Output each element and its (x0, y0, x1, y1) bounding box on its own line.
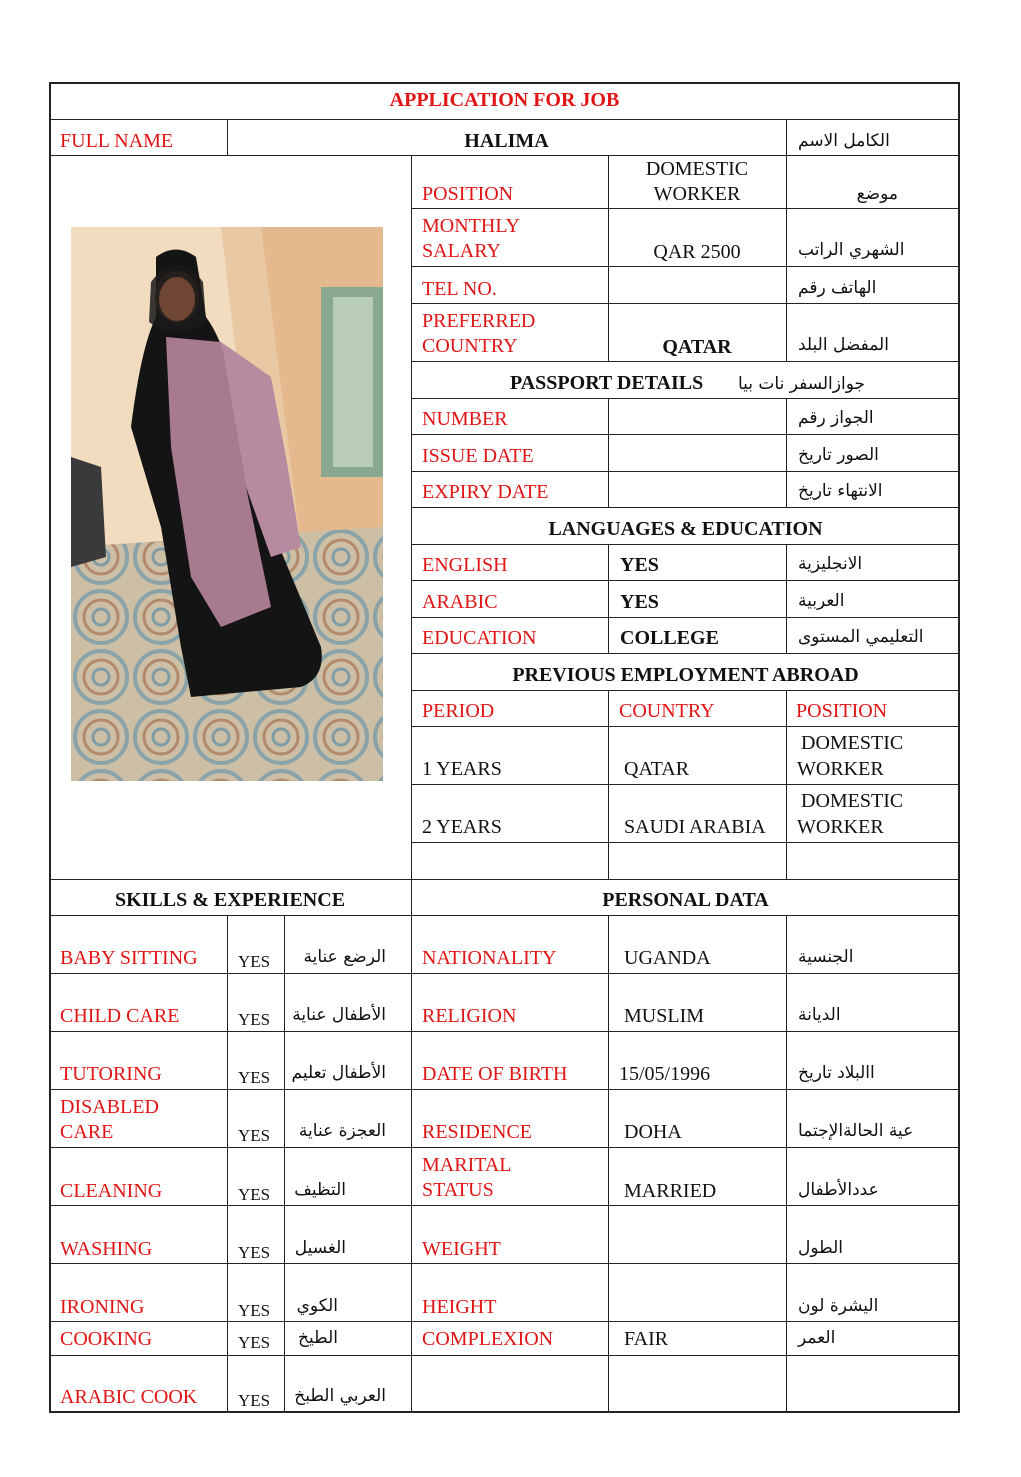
skill-arabic: الغسيل (294, 1238, 346, 1258)
employment-row-period: 1 YEARS (422, 758, 502, 780)
personal-label: RESIDENCE (422, 1121, 532, 1143)
personal-label: NATIONALITY (422, 947, 557, 969)
personal-label-line1: MARITAL (422, 1154, 512, 1176)
row-divider (49, 155, 960, 156)
passport-heading: PASSPORT DETAILS (510, 372, 704, 394)
full-name-label: FULL NAME (60, 130, 174, 152)
employment-row-position-line2: WORKER (797, 758, 884, 780)
skill-label: CLEANING (60, 1180, 163, 1202)
education-label: EDUCATION (422, 627, 537, 649)
skill-arabic: الكوي (296, 1296, 338, 1316)
salary-label-line2: SALARY (422, 240, 501, 262)
employment-row-country: QATAR (624, 758, 690, 780)
row-divider (411, 690, 960, 691)
employment-header-position: POSITION (796, 700, 888, 722)
arabic-value: YES (620, 591, 659, 613)
skill-label: BABY SITTING (60, 947, 198, 969)
skill-value: YES (238, 1301, 271, 1320)
personal-value: UGANDA (624, 947, 711, 969)
passport-heading-arabic: جوازالسفر نات بيا (737, 374, 865, 394)
row-divider (411, 471, 960, 472)
row-divider (411, 303, 960, 304)
salary-arabic: الشهري الراتب (798, 240, 905, 260)
row-divider (49, 1321, 960, 1322)
skill-arabic: الأطفال عناية (292, 1005, 386, 1025)
skill-label: CHILD CARE (60, 1005, 180, 1027)
arabic-arabic: العربية (798, 591, 845, 611)
row-divider (49, 1089, 960, 1090)
row-divider (49, 879, 960, 880)
skill-value: YES (238, 1010, 271, 1029)
personal-label: WEIGHT (422, 1238, 501, 1260)
column-divider (608, 544, 609, 653)
skill-value: YES (238, 1068, 271, 1087)
personal-label: COMPLEXION (422, 1328, 554, 1350)
issue-date-arabic: الصور تاريخ (798, 445, 879, 465)
position-value-line1: DOMESTIC (645, 158, 749, 180)
row-divider (411, 842, 960, 843)
employment-row-position-line1: DOMESTIC (801, 732, 904, 754)
personal-arabic: الديانة (798, 1005, 841, 1025)
personal-arabic: الجنسية (798, 947, 854, 967)
skill-arabic: الطيخ (298, 1328, 338, 1348)
employment-header-country: COUNTRY (619, 700, 715, 722)
skills-heading: SKILLS & EXPERIENCE (114, 889, 346, 911)
education-arabic: التعليمي المستوى (798, 627, 924, 647)
applicant-photo (71, 227, 383, 781)
skill-value: YES (238, 1185, 271, 1204)
personal-label-line2: STATUS (422, 1179, 494, 1201)
skill-arabic: التظيف (294, 1180, 346, 1200)
column-divider (786, 398, 787, 507)
column-divider (786, 119, 787, 155)
skill-label: WASHING (60, 1238, 153, 1260)
row-divider (411, 653, 960, 654)
position-label: POSITION (422, 183, 514, 205)
education-value: COLLEGE (620, 627, 719, 649)
skill-label: ARABIC COOK (60, 1386, 198, 1408)
personal-value: MARRIED (624, 1180, 717, 1202)
column-divider (786, 690, 787, 879)
full-name-arabic: الكامل الاسم (798, 131, 890, 151)
employment-row-country: SAUDI ARABIA (624, 816, 766, 838)
issue-date-label: ISSUE DATE (422, 445, 534, 467)
row-divider (411, 434, 960, 435)
tel-label: TEL NO. (422, 278, 497, 300)
row-divider (411, 544, 960, 545)
employment-row-period: 2 YEARS (422, 816, 502, 838)
tel-arabic: الهاتف رقم (798, 278, 877, 298)
personal-value: 15/05/1996 (619, 1063, 711, 1085)
row-divider (411, 726, 960, 727)
personal-arabic: اليشرة لون (798, 1296, 879, 1316)
row-divider (49, 1355, 960, 1356)
employment-heading: PREVIOUS EMPLOYMENT ABROAD (512, 664, 859, 686)
skill-label-line2: CARE (60, 1121, 114, 1143)
personal-value: FAIR (624, 1328, 669, 1350)
english-arabic: الانجليزية (798, 554, 863, 574)
column-divider (608, 690, 609, 879)
expiry-date-label: EXPIRY DATE (422, 481, 549, 503)
salary-value: QAR 2500 (653, 241, 741, 263)
arabic-label: ARABIC (422, 591, 498, 613)
employment-row-position-line2: WORKER (797, 816, 884, 838)
row-divider (49, 1147, 960, 1148)
personal-arabic: العمر (798, 1328, 836, 1348)
languages-heading: LANGUAGES & EDUCATION (548, 518, 823, 540)
skill-label: IRONING (60, 1296, 145, 1318)
personal-arabic: الطول (798, 1238, 843, 1258)
english-value: YES (620, 554, 659, 576)
column-divider (227, 915, 228, 1413)
skill-arabic: العربي الطبخ (294, 1386, 386, 1406)
personal-label: DATE OF BIRTH (422, 1063, 568, 1085)
personal-label: HEIGHT (422, 1296, 497, 1318)
skill-value: YES (238, 1333, 271, 1352)
skill-value: YES (238, 1126, 271, 1145)
personal-value: MUSLIM (624, 1005, 705, 1027)
position-arabic: موضع (856, 184, 898, 204)
row-divider (49, 119, 960, 120)
row-divider (49, 915, 960, 916)
employment-header-period: PERIOD (422, 700, 495, 722)
passport-number-arabic: الجواز رقم (798, 408, 874, 428)
row-divider (411, 507, 960, 508)
row-divider (49, 973, 960, 974)
row-divider (49, 1031, 960, 1032)
preferred-country-label-line2: COUNTRY (422, 335, 518, 357)
form-title: APPLICATION FOR JOB (389, 89, 620, 111)
skill-label: COOKING (60, 1328, 153, 1350)
personal-arabic: االبلاد تاريخ (798, 1063, 875, 1083)
skill-value: YES (238, 1391, 271, 1410)
preferred-country-value: QATAR (662, 336, 732, 358)
skill-arabic: الرضع عناية (303, 947, 386, 967)
column-divider (786, 544, 787, 653)
personal-arabic: عددالأطفال (798, 1180, 879, 1200)
position-value-line2: WORKER (653, 183, 741, 205)
personal-value: DOHA (624, 1121, 682, 1143)
english-label: ENGLISH (422, 554, 508, 576)
personal-heading: PERSONAL DATA (602, 889, 769, 911)
row-divider (411, 208, 960, 209)
column-divider (284, 915, 285, 1413)
skill-label-line1: DISABLED (60, 1096, 159, 1118)
row-divider (411, 361, 960, 362)
skill-arabic: الأطفال تعليم (291, 1063, 386, 1083)
salary-label-line1: MONTHLY (422, 215, 520, 237)
skill-label: TUTORING (60, 1063, 162, 1085)
column-divider (786, 915, 787, 1413)
row-divider (411, 617, 960, 618)
skill-arabic: العجزة عناية (298, 1121, 386, 1141)
row-divider (411, 784, 960, 785)
full-name-value: HALIMA (464, 130, 549, 152)
row-divider (411, 580, 960, 581)
column-divider (608, 398, 609, 507)
column-divider (608, 915, 609, 1413)
skill-value: YES (238, 1243, 271, 1262)
column-divider (411, 155, 412, 1413)
column-divider (786, 155, 787, 361)
row-divider (49, 1205, 960, 1206)
expiry-date-arabic: الانتهاء تاريخ (798, 481, 883, 501)
row-divider (411, 266, 960, 267)
preferred-country-label-line1: PREFERRED (422, 310, 536, 332)
row-divider (49, 1263, 960, 1264)
skill-value: YES (238, 952, 271, 971)
passport-number-label: NUMBER (422, 408, 508, 430)
row-divider (411, 398, 960, 399)
personal-label: RELIGION (422, 1005, 517, 1027)
preferred-country-arabic: المفضل البلد (798, 335, 889, 355)
employment-row-position-line1: DOMESTIC (801, 790, 904, 812)
personal-arabic: عية الحالةالإجتما (798, 1121, 914, 1141)
